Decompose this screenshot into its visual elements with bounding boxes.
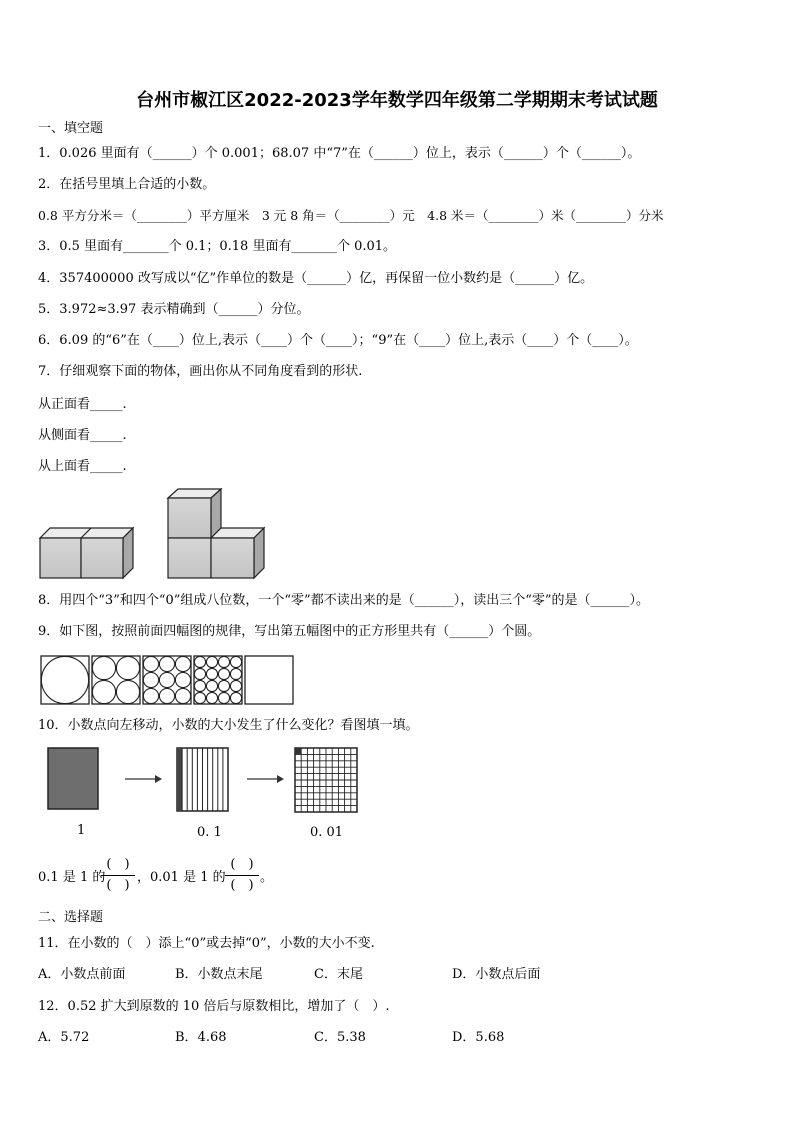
q12-option-a[interactable]: A．5.72 — [38, 1030, 90, 1045]
q11-option-d[interactable]: D．小数点后面 — [452, 967, 541, 982]
whole-square — [48, 748, 98, 809]
cube-group-right — [168, 489, 264, 578]
pattern-square-5 — [245, 656, 293, 704]
section-fill-blank: 一、填空题 — [38, 121, 104, 136]
denominator-blank: ( ) — [230, 878, 254, 893]
question-2-items: 0.8 平方分米＝（________）平方厘米 3 元 8 角＝（________）元 4.8 米＝（________）米（________）分米 — [38, 208, 664, 223]
q11-option-c[interactable]: C．末尾 — [314, 967, 363, 982]
q12-option-d[interactable]: D．5.68 — [452, 1030, 505, 1045]
section-multiple-choice: 二、选择题 — [38, 910, 104, 925]
q10-fraction-end: 。 — [260, 870, 274, 885]
denominator-blank: ( ) — [106, 878, 130, 893]
hundredths-square — [295, 748, 357, 812]
pattern-square-2 — [92, 656, 140, 704]
question-8: 8．用四个“3”和四个“0”组成八位数，一个“零”都不读出来的是（______），读出三个“零”的是（______）。 — [38, 593, 649, 608]
question-12: 12．0.52 扩大到原数的 10 倍后与原数相比，增加了（ ）. — [38, 999, 390, 1014]
q11-option-a[interactable]: A．小数点前面 — [38, 967, 126, 982]
question-1: 1．0.026 里面有（______）个 0.001；68.07 中“7”在（______）位上，表示（______）个（______）。 — [38, 146, 641, 161]
question-7-top-view: 从上面看_____. — [38, 459, 127, 474]
question-7-front-view: 从正面看_____. — [38, 397, 127, 412]
cube-group-left — [40, 488, 133, 578]
q12-option-c[interactable]: C．5.38 — [314, 1030, 366, 1045]
circles-pattern-figure — [40, 655, 296, 705]
label-tenth: 0. 1 — [197, 825, 222, 840]
label-one: 1 — [77, 823, 86, 838]
q10-fraction-text-2: ，0.01 是 1 的 — [137, 870, 226, 885]
q10-fraction-text-1: 0.1 是 1 的 — [38, 870, 106, 885]
question-7-side-view: 从侧面看_____. — [38, 428, 127, 443]
question-4: 4．357400000 改写成以“亿”作单位的数是（______）亿，再保留一位小数约是（______）亿。 — [38, 271, 594, 286]
decimal-grid-figure — [40, 744, 370, 842]
tenths-square — [177, 748, 228, 811]
question-11: 11．在小数的（ ）添上“0”或去掉“0”，小数的大小不变. — [38, 936, 375, 951]
arrow-icon — [125, 775, 162, 783]
numerator-blank: ( ) — [230, 857, 254, 872]
pattern-square-3 — [143, 656, 191, 704]
question-6: 6．6.09 的“6”在（____）位上,表示（____）个（____）；“9”在（____）位上,表示（____）个（____）。 — [38, 333, 638, 348]
arrow-icon — [247, 775, 284, 783]
question-3: 3．0.5 里面有_______个 0.1；0.18 里面有_______个 0.01。 — [38, 239, 397, 254]
question-7: 7．仔细观察下面的物体，画出你从不同角度看到的形状. — [38, 364, 363, 379]
question-9: 9．如下图，按照前面四幅图的规律，写出第五幅图中的正方形里共有（______）个圆。 — [38, 624, 541, 639]
question-10: 10．小数点向左移动，小数的大小发生了什么变化？看图填一填。 — [38, 718, 419, 733]
question-2: 2．在括号里填上合适的小数。 — [38, 177, 216, 192]
cubes-figure — [38, 488, 270, 582]
question-5: 5．3.972≈3.97 表示精确到（______）分位。 — [38, 302, 310, 317]
exam-title: 台州市椒江区2022-2023学年数学四年级第二学期期末考试试题 — [136, 90, 658, 111]
numerator-blank: ( ) — [106, 857, 130, 872]
fraction-blank-2 — [225, 857, 259, 894]
label-hundredth: 0. 01 — [310, 825, 344, 840]
q11-option-b[interactable]: B．小数点末尾 — [175, 967, 263, 982]
q12-option-b[interactable]: B．4.68 — [175, 1030, 227, 1045]
fraction-blank-1 — [101, 857, 135, 894]
